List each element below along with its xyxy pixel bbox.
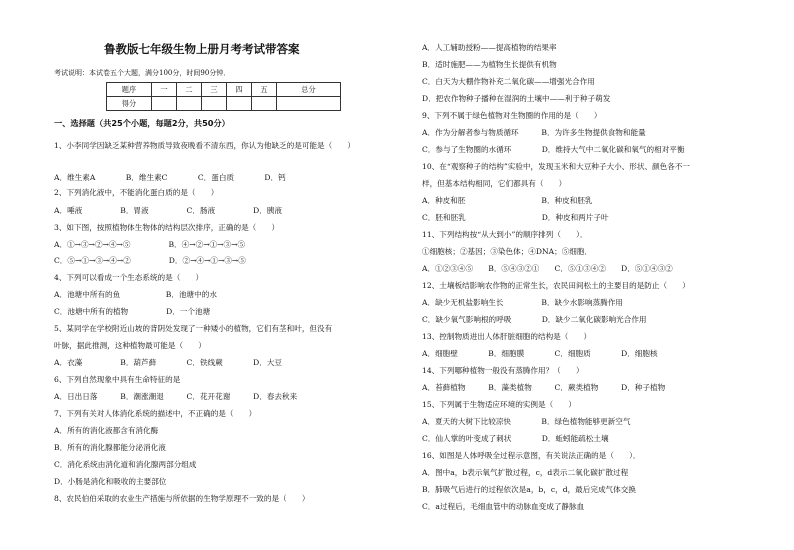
question-line: 16、如图是人体呼吸全过程示意图，有关说法正确的是（ ）． [422, 451, 641, 460]
question-line: 5、某同学在学校附近山坡的背阴处发现了一种矮小的植物，它们有茎和叶，但没有 [54, 324, 333, 333]
exam-note: 考试说明：本试卷五个大题，满分100分，时间90分钟． [54, 69, 231, 77]
question-line: A．池塘中所有的鱼 B．池塘中的水 [54, 290, 217, 299]
question-line: 11、下列结构按“从大到小”的顺序排列（ ）． [422, 230, 588, 239]
score-table-header-cell: 题序 [107, 83, 152, 97]
question-line: 样，但基本结构相同，它们都具有（ ） [422, 179, 567, 188]
score-cell [277, 97, 341, 111]
question-line: A．①→③→②→④→⑤ B．④→②→①→③→⑤ [54, 240, 246, 249]
question-line: C．仙人掌的叶变成了刺状 D．蚯蚓能疏松土壤 [422, 434, 609, 443]
page-title: 鲁教版七年级生物上册月考考试带答案 [104, 42, 300, 56]
question-line: 8、农民伯伯采取的农业生产措施与所依据的生物学原理不一致的是（ ） [54, 494, 310, 503]
question-line: A．衣藻 B．葫芦藓 C．铁线蕨 D．大豆 [54, 358, 282, 367]
score-table-header-cell: 二 [177, 83, 202, 97]
question-line: 4、下列可以看成一个生态系统的是（ ） [54, 273, 204, 282]
question-line: D．小肠是消化和吸收的主要部位 [54, 477, 167, 486]
question-line: A．缺少无机盐影响生长 B．缺少水影响蒸腾作用 [422, 298, 623, 307]
score-table-row-label: 得分 [107, 97, 152, 111]
score-cell [252, 97, 277, 111]
score-table-score-row [107, 97, 341, 111]
score-table-header-row [107, 83, 341, 97]
question-line: A．作为分解者参与物质循环 B．为许多生物提供食物和能量 [422, 128, 646, 137]
question-line: A．日出日落 B．潮涨潮退 C．花开花谢 D．春去秋来 [54, 392, 298, 401]
question-line: A．夏天的大树下比较凉快 B．绿色植物能够更新空气 [422, 417, 631, 426]
question-line: A．种皮和胚 B．种皮和胚乳 [422, 196, 593, 205]
question-line: 叶脉，据此推测，这种植物最可能是（ ） [54, 341, 206, 350]
question-line: 1、小李同学因缺乏某种营养物质导致夜晚看不清东西，你认为他缺乏的是可能是（ ） [54, 141, 355, 150]
score-table-header-cell: 五 [252, 83, 277, 97]
question-line: A．图中a，b表示氧气扩散过程，c，d表示二氧化碳扩散过程 [422, 468, 629, 477]
score-cell [202, 97, 227, 111]
question-line: C．消化系统由消化道和消化腺两部分组成 [54, 460, 197, 469]
question-line: 6、下列自然现象中具有生命特征的是 [54, 375, 181, 384]
question-line: C．a过程后，毛细血管中的动脉血变成了静脉血 [422, 502, 585, 511]
question-line: A．维生素A B．维生素C C．蛋白质 D．钙 [54, 173, 286, 182]
question-line: A．人工辅助授粉——提高植物的结果率 [422, 43, 557, 52]
question-line: 12、土壤板结影响农作物的正常生长，农民田间松土的主要目的是防止（ ） [422, 281, 690, 290]
score-table-header-cell: 四 [227, 83, 252, 97]
question-line: 10、在“观察种子的结构”实验中，发现玉米和大豆种子大小、形状、颜色各不一 [422, 162, 691, 171]
question-line: A．①②③④⑤ B．⑤④③②① C．⑤①③④② D．⑤①④③② [422, 264, 673, 273]
question-line: 7、下列有关对人体消化系统的描述中，不正确的是（ ） [54, 409, 257, 418]
question-line: 9、下列不属于绿色植物对生物圈的作用的是（ ） [422, 111, 602, 120]
question-line: A．唾液 B．胃液 C．肠液 D．胰液 [54, 206, 282, 215]
question-line: 14、下列哪种植物一般没有蒸腾作用？（ ） [422, 366, 584, 375]
question-line: 2、下列消化液中，不能消化蛋白质的是（ ） [54, 188, 219, 197]
section-heading: 一、选择题（共25个小题，每题2分，共50分） [54, 118, 230, 128]
question-line: C．白天为大棚作物补充二氧化碳——增强光合作用 [422, 77, 595, 86]
question-line: A．苔藓植物 B．藻类植物 C．蕨类植物 D．种子植物 [422, 383, 666, 392]
score-cell [152, 97, 177, 111]
question-line: C．⑤→①→③→④→② D．②→④→①→③→⑤ [54, 256, 246, 265]
question-line: C．缺少氧气影响根的呼吸 D．缺少二氧化碳影响光合作用 [422, 315, 647, 324]
score-cell [227, 97, 252, 111]
question-line: D．把农作物种子播种在湿润的土壤中——利于种子萌发 [422, 94, 611, 103]
score-table-header-cell: 三 [202, 83, 227, 97]
question-line: B．肺吸气后进行的过程依次是a，b，c，d，最后完成气体交换 [422, 485, 636, 494]
question-line: A．细胞壁 B．细胞膜 C．细胞质 D．细胞核 [422, 349, 658, 358]
question-line: A．所有的消化液都含有消化酶 [54, 426, 159, 435]
question-line: ①细胞核；②基因；③染色体；④DNA；⑤细胞． [422, 247, 593, 256]
question-line: 13、控制物质进出人体肝脏细胞的结构是（ ） [422, 332, 592, 341]
score-table-header-cell: 一 [152, 83, 177, 97]
question-line: C．参与了生物圈的水循环 D．维持大气中二氧化碳和氧气的相对平衡 [422, 145, 685, 154]
question-line: B．适时施肥——为植物生长提供有机物 [422, 60, 557, 69]
score-table [106, 82, 341, 111]
question-line: C．池塘中所有的植物 D．一个池塘 [54, 307, 211, 316]
question-line: C．胚和胚乳 D．种皮和两片子叶 [422, 213, 609, 222]
question-line: B．所有的消化腺都能分泌消化液 [54, 443, 166, 452]
question-line: 15、下列属于生物适应环境的实例是（ ） [422, 400, 576, 409]
question-line: 3、如下图，按照植物体生物体的结构层次排序，正确的是（ ） [54, 223, 280, 232]
score-cell [177, 97, 202, 111]
score-table-header-cell: 总分 [277, 83, 341, 97]
